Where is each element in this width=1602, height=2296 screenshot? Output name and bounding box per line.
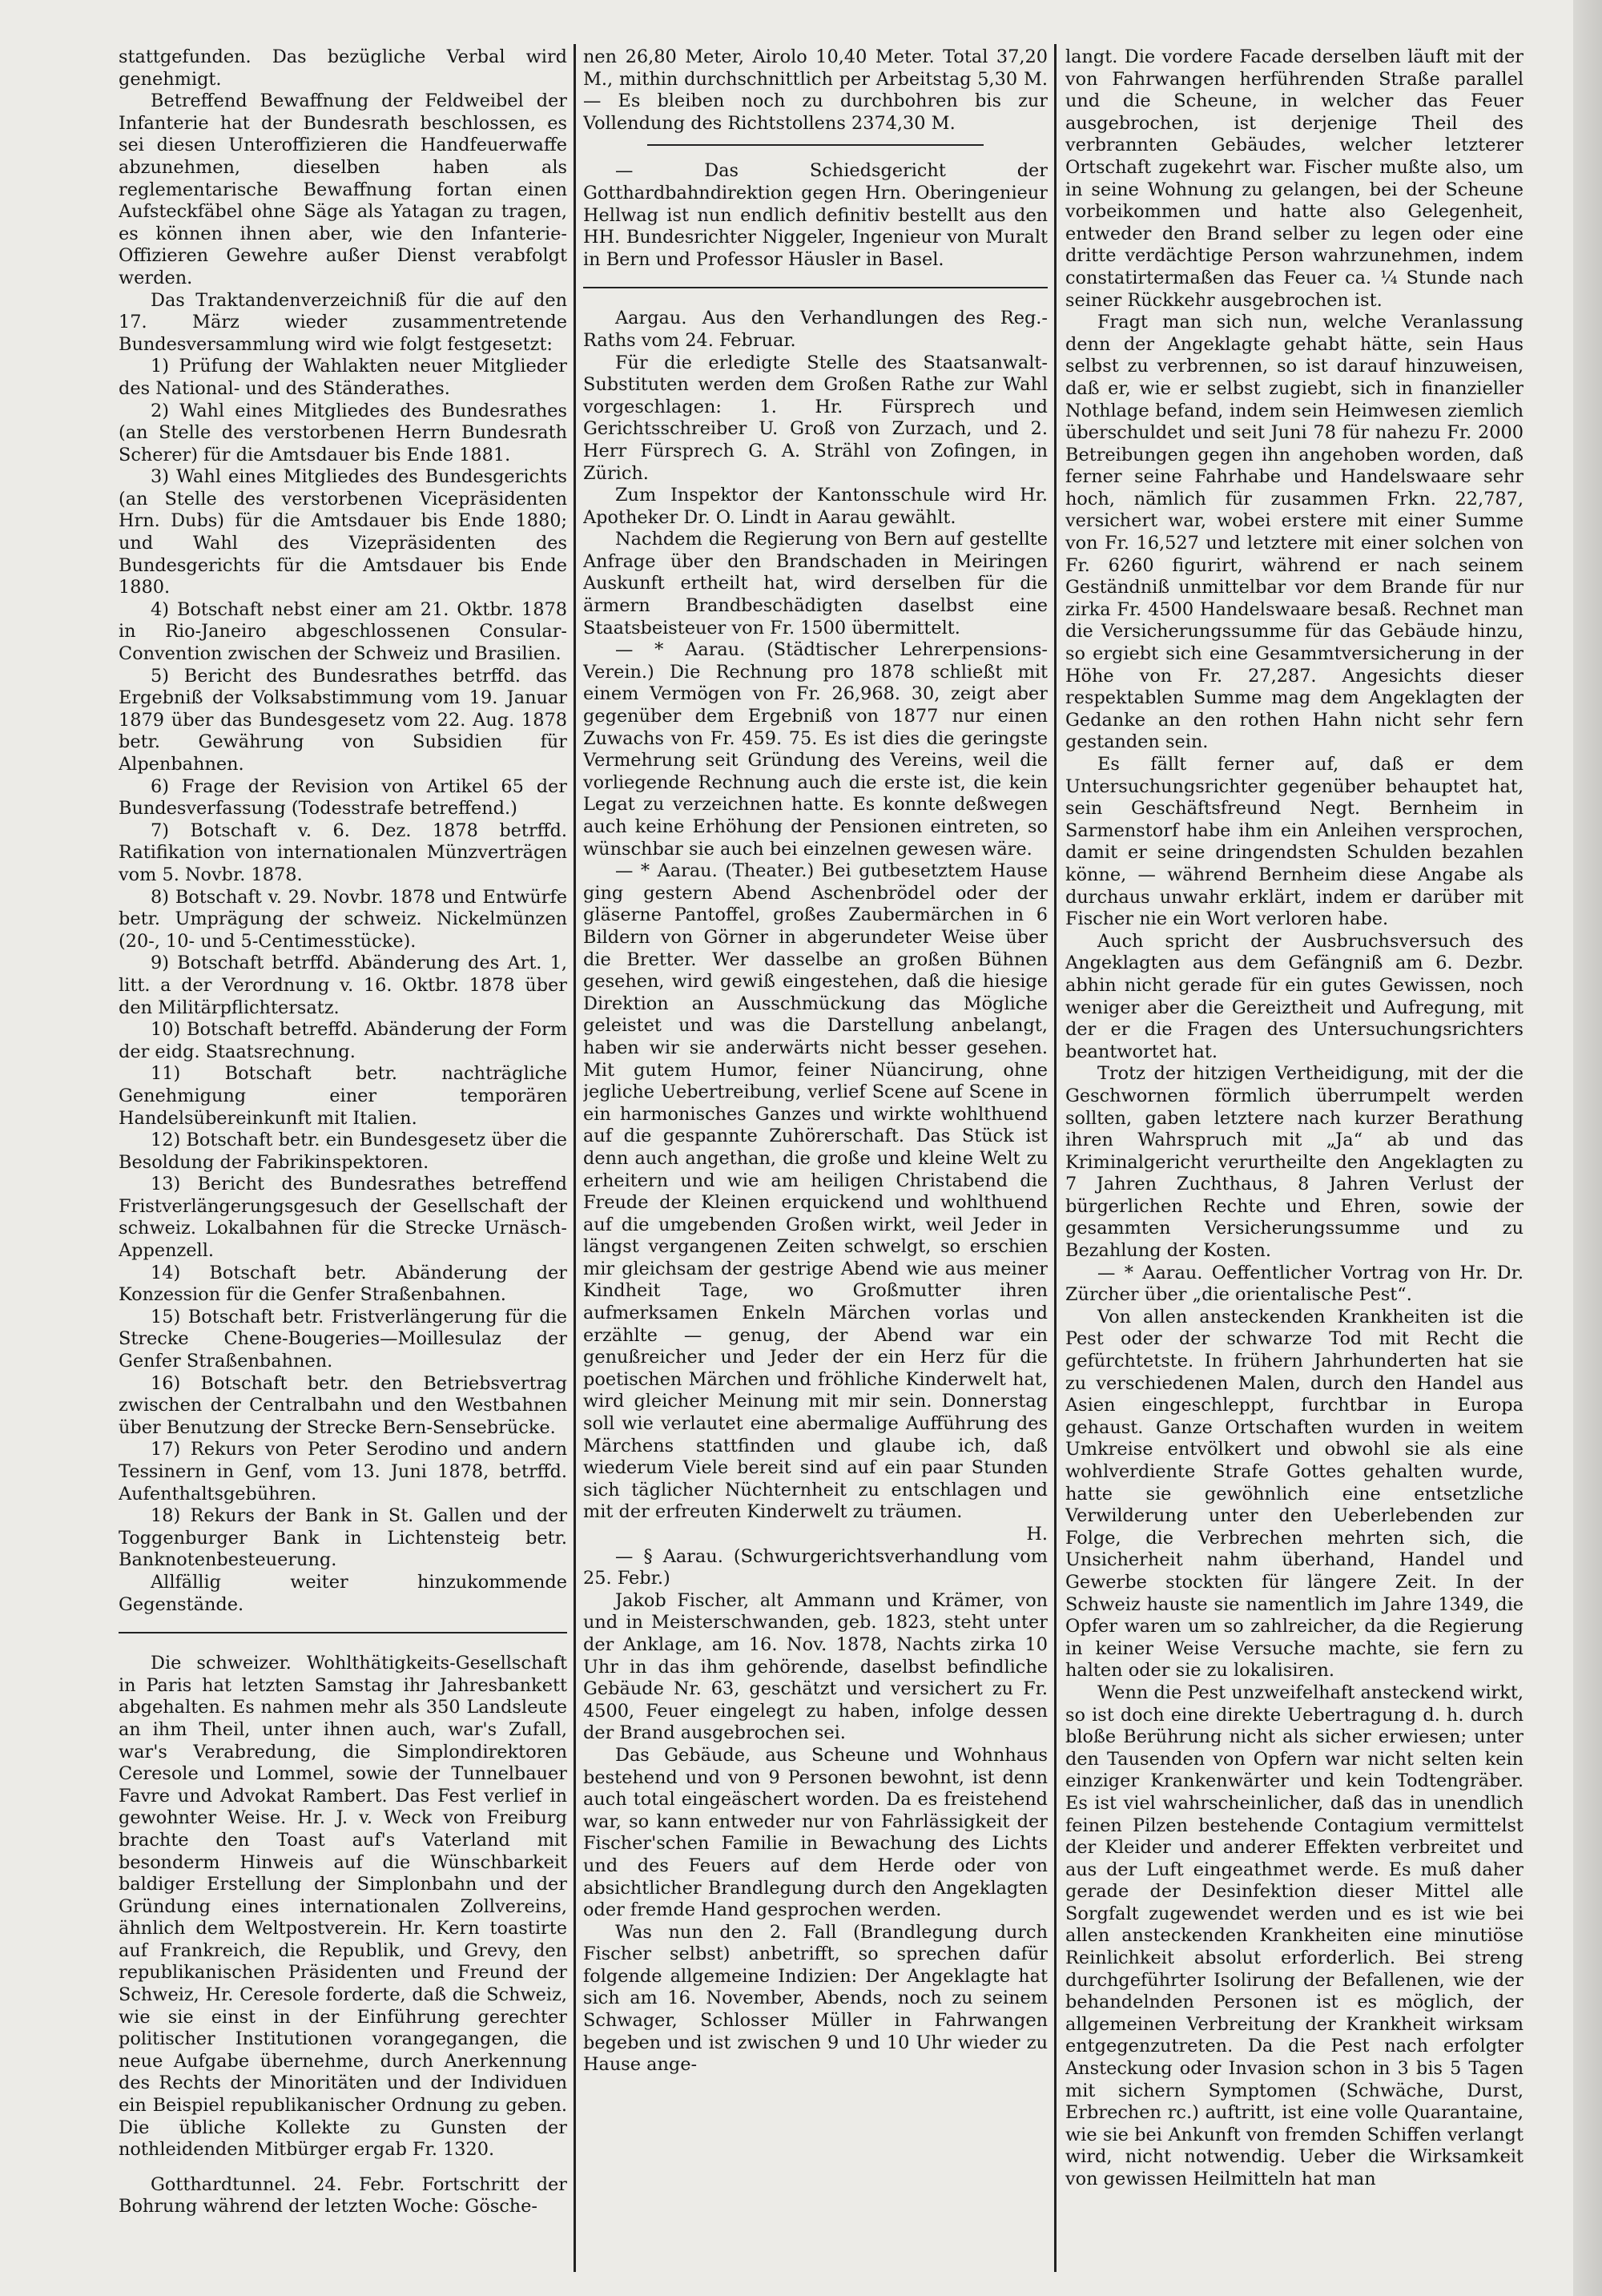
article-paragraph: Für die erledigte Stelle des Staatsanwalt-Substituten werden dem Großen Rathe zur Wahl vorgeschlagen: 1. Hr. Fürsprech und Gerichtsschreiber U. Groß von Zurzach, und 2. Herr Fürsprech G. A. Strähl von Zofingen, in Zürich. — [583, 352, 1048, 484]
article-paragraph: Betreffend Bewaffnung der Feldweibel der Infanterie hat der Bundesrath beschlossen, es sei diesen Unteroffizieren die Handfeuerwaffe abzunehmen, dieselben haben als reglementarische Bewaffnung fortan einen Aufsteckfäbel ohne Säge als Yatagan zu tragen, es können ihnen aber, wie den Infanterie-Offizieren Gewehre außer Dienst verabfolgt werden. — [119, 91, 567, 288]
article-paragraph: H. — [1026, 1524, 1048, 1545]
article-paragraph: Nachdem die Regierung von Bern auf gestellte Anfrage über den Brandschaden in Meiringen Auskunft ertheilt hat, wird derselben für die ärmern Brandbeschädigten daselbst eine Staatsbeisteuer von Fr. 1500 übermittelt. — [583, 529, 1048, 638]
article-paragraph: — * Aarau. (Theater.) Bei gutbesetztem Hause ging gestern Abend Aschenbrödel oder der gläserne Pantoffel, großes Zaubermärchen in 6 Bildern von Görner in abgerundeter Weise über die Bretter. Wer dasselbe an großen Bühnen gesehen, wird gewiß eingestehen, daß die hiesige Direktion an Ausschmückung das Mögliche geleistet und was die Darstellung anbelangt, haben wir sie anderwärts nicht besser gesehen. Mit gutem Humor, feiner Nüancirung, ohne jegliche Uebertreibung, verlief Scene auf Scene in ein harmonisches Ganzes und wirkte wohlthuend auf die gespannte Zuhörerschaft. Das Stück ist denn auch angethan, die große und kleine Welt zu erheitern und wie am heiligen Christabend die Freude der Kleinen erquickend und wohlthuend auf die umgebenden Großen wirkt, weil Jeder in längst vergangenen Zeiten schwelgt, so erschien mir gleichsam der gestrige Abend wie aus meiner Kindheit Tage, wo Großmutter ihren aufmerksamen Enkeln Märchen vorlas und erzählte — genug, der Abend war ein genußreicher und Jeder der ein Herz für die poetischen Märchen und fröhliche Kinderwelt hat, wird gleicher Meinung mit mir sein. Donnerstag soll wie verlautet eine abermalige Aufführung des Märchens stattfinden und glaube ich, daß wiederum Viele bereit sind auf ein paar Stunden sich täglicher Nüchternheit zu entschlagen und mit der erfreuten Kinderwelt zu träumen. — [583, 860, 1048, 1523]
article-paragraph: Jakob Fischer, alt Ammann und Krämer, von und in Meisterschwanden, geb. 1823, steht unter der Anklage, am 16. Nov. 1878, Nachts zirka 10 Uhr in das ihm gehörende, daselbst befindliche Gebäude Nr. 63, geschätzt und versichert zu Fr. 4500, Feuer eingelegt zu haben, infolge dessen der Brand ausgebrochen sei. — [583, 1589, 1048, 1744]
article-paragraph: Das Traktandenverzeichniß für die auf den 17. März wieder zusammentretende Bundesversammlung wird wie folgt festgesetzt: — [119, 289, 567, 355]
article-paragraph: 3) Wahl eines Mitgliedes des Bundesgerichts (an Stelle des verstorbenen Vicepräsidenten Hrn. Dubs) für die Amtsdauer bis Ende 1880; und Wahl des Vizepräsidenten des Bundesgerichts für die Amtsdauer bis Ende 1880. — [119, 466, 567, 598]
article-paragraph: 9) Botschaft betrffd. Abänderung des Art. 1, litt. a der Verordnung v. 16. Oktbr. 1878 über den Militärpflichtersatz. — [119, 953, 567, 1018]
article-paragraph: langt. Die vordere Facade derselben läuft mit der von Fahrwangen herführenden Straße parallel und die Scheune, in welcher das Feuer ausgebrochen, ist derjenige Theil des verbrannten Gebäudes, welcher letzterer Ortschaft zugekehrt war. Fischer mußte also, um in seine Wohnung zu gelangen, bei der Scheune vorbeikommen und hatte also Gelegenheit, entweder den Brand selber zu legen oder eine dritte verdächtige Person wahrzunehmen, indem constatirtermaßen das Feuer ca. ¼ Stunde nach seiner Rückkehr ausgebrochen ist. — [1065, 46, 1524, 311]
section-divider — [647, 144, 984, 146]
article-paragraph: 1) Prüfung der Wahlakten neuer Mitglieder des National- und des Ständerathes. — [119, 356, 567, 399]
article-paragraph: 2) Wahl eines Mitgliedes des Bundesrathes (an Stelle des verstorbenen Herrn Bundesrath Scherer) für die Amtsdauer bis Ende 1881. — [119, 400, 567, 465]
article-paragraph: Gotthardtunnel. 24. Febr. Fortschritt der Bohrung während der letzten Woche: Gösche- — [119, 2173, 567, 2217]
article-paragraph: 11) Botschaft betr. nachträgliche Genehmigung einer temporären Handelsübereinkunft mit Italien. — [119, 1063, 567, 1129]
article-paragraph: 13) Bericht des Bundesrathes betreffend Fristverlängerungsgesuch der Gesellschaft der schweiz. Lokalbahnen für die Strecke Urnäsch-Appenzell. — [119, 1174, 567, 1262]
article-paragraph: Was nun den 2. Fall (Brandlegung durch Fischer selbst) anbetrifft, so sprechen dafür folgende allgemeine Indizien: Der Angeklagte hat sich am 16. November, Abends, noch zu seinem Schwager, Schlosser Müller in Fahrwangen begeben und ist zwischen 9 und 10 Uhr wieder zu Hause ange- — [583, 1921, 1048, 2076]
column-rule-left — [574, 44, 576, 2272]
article-paragraph: 6) Frage der Revision von Artikel 65 der Bundesverfassung (Todesstrafe betreffend.) — [119, 775, 567, 820]
article-paragraph: 15) Botschaft betr. Fristverlängerung für die Strecke Chene-Bougeries—Moillesulaz der Genfer Straßenbahnen. — [119, 1306, 567, 1372]
article-paragraph: — Das Schiedsgericht der Gotthardbahndirektion gegen Hrn. Oberingenieur Hellwag ist nun endlich definitiv bestellt aus den HH. Bundesrichter Niggeler, Ingenieur von Muralt in Bern und Professor Häusler in Basel. — [583, 160, 1048, 270]
article-paragraph: 10) Botschaft betreffd. Abänderung der Form der eidg. Staatsrechnung. — [119, 1019, 567, 1062]
article-paragraph: Aargau. Aus den Verhandlungen des Reg.-Raths vom 24. Februar. — [583, 308, 1048, 351]
article-paragraph: nen 26,80 Meter, Airolo 10,40 Meter. Total 37,20 M., mithin durchschnittlich per Arbeitstag 5,30 M. — Es bleiben noch zu durchbohren bis zur Vollendung des Richtstollens 2374,30 M. — [583, 46, 1048, 134]
article-paragraph: 16) Botschaft betr. den Betriebsvertrag zwischen der Centralbahn und den Westbahnen über Benutzung der Strecke Bern-Sensebrücke. — [119, 1372, 567, 1438]
article-paragraph: Zum Inspektor der Kantonsschule wird Hr. Apotheker Dr. O. Lindt in Aarau gewählt. — [583, 485, 1048, 528]
article-paragraph: Fragt man sich nun, welche Veranlassung denn der Angeklagte gehabt hätte, sein Haus selbst zu verbrennen, so ist darauf hinzuweisen, daß er, wie er selbst zugiebt, sich in finanzieller Nothlage befand, indem sein Heimwesen ziemlich überschuldet und seit Juni 78 für nahezu Fr. 2000 Betreibungen gegen ihn angehoben worden, daß ferner seine Fahrhabe und Handelswaare sehr hoch, nämlich für zusammen Frkn. 22,787, versichert war, wobei erstere mit einer Summe von Fr. 16,527 und letztere mit einer solchen von Fr. 6260 figurirt, während er nach seinem Geständniß unmittelbar vor dem Brande für nur zirka Fr. 4500 Handelswaare besaß. Rechnet man die Versicherungssumme für das Gebäude hinzu, so ergiebt sich eine Gesammtversicherung in der Höhe von Fr. 27,287. Angesichts dieser respektablen Summe mag dem Angeklagten der Gedanke an den rothen Hahn nicht sehr fern gestanden sein. — [1065, 312, 1524, 753]
article-paragraph: 12) Botschaft betr. ein Bundesgesetz über die Besoldung der Fabrikinspektoren. — [119, 1130, 567, 1173]
article-paragraph: 5) Bericht des Bundesrathes betrffd. das Ergebniß der Volksabstimmung vom 19. Januar 1879 über das Bundesgesetz vom 22. Aug. 1878 betr. Gewährung von Subsidien für Alpenbahnen. — [119, 665, 567, 775]
article-paragraph: 8) Botschaft v. 29. Novbr. 1878 und Entwürfe betr. Umprägung der schweiz. Nickelmünzen (20-, 10- und 5-Centimesstücke). — [119, 886, 567, 952]
article-paragraph: 7) Botschaft v. 6. Dez. 1878 betrffd. Ratifikation von internationalen Münzverträgen vom 5. Novbr. 1878. — [119, 820, 567, 885]
article-paragraph: 18) Rekurs der Bank in St. Gallen und der Toggenburger Bank in Lichtensteig betr. Banknotenbesteuerung. — [119, 1505, 567, 1571]
section-divider — [119, 1632, 567, 1633]
section-divider — [583, 287, 1048, 288]
article-paragraph: Das Gebäude, aus Scheune und Wohnhaus bestehend und von 9 Personen bewohnt, ist denn auch total eingeäschert worden. Da es freistehend war, so kann entweder nur von Fahrlässigkeit der Fischer'schen Familie in Bewachung des Lichts und des Feuers auf dem Herde oder von absichtlicher Brandlegung durch den Angeklagten oder fremde Hand gesprochen werden. — [583, 1744, 1048, 1921]
article-paragraph: Die schweizer. Wohlthätigkeits-Gesellschaft in Paris hat letzten Samstag ihr Jahresbankett abgehalten. Es nahmen mehr als 350 Landsleute an ihm Theil, unter ihnen auch, war's Zufall, war's Verabredung, die Simplondirektoren Ceresole und Lommel, sowie der Tunnelbauer Favre und Advokat Rambert. Das Fest verlief in gewohnter Weise. Hr. J. v. Weck von Freiburg brachte den Toast auf's Vaterland mit besonderm Hinweis auf die Wünschbarkeit baldiger Erstellung der Simplonbahn und der Gründung eines internationalen Zollvereins, ähnlich dem Weltpostverein. Hr. Kern toastirte auf Frankreich, die Republik, und Grevy, den republikanischen Präsidenten und Freund der Schweiz, Hr. Ceresole forderte, daß die Schweiz, wie sie einst in der Einführung gerechter politischer Institutionen vorangegangen, die neue Aufgabe übernehme, durch Anerkennung des Rechts der Minoritäten und der Individuen ein Beispiel republikanischer Ordnung zu geben. Die übliche Kollekte zu Gunsten der nothleidenden Mitbürger ergab Fr. 1320. — [119, 1653, 567, 2161]
page-edge — [1573, 0, 1602, 2296]
article-paragraph: — § Aarau. (Schwurgerichtsverhandlung vom 25. Febr.) — [583, 1545, 1048, 1589]
article-paragraph: 17) Rekurs von Peter Serodino und andern Tessinern in Genf, vom 13. Juni 1878, betrffd. Aufenthaltsgebühren. — [119, 1439, 567, 1504]
article-paragraph: 14) Botschaft betr. Abänderung der Konzession für die Genfer Straßenbahnen. — [119, 1262, 567, 1306]
article-paragraph: Auch spricht der Ausbruchsversuch des Angeklagten aus dem Gefängniß am 6. Dezbr. abhin nicht gerade für ein gutes Gewissen, noch weniger aber die Gereiztheit und Aufregung, mit der er die Fragen des Untersuchungsrichters beantwortet hat. — [1065, 930, 1524, 1062]
column-rule-right — [1054, 44, 1057, 2272]
article-paragraph: 4) Botschaft nebst einer am 21. Oktbr. 1878 in Rio-Janeiro abgeschlossenen Consular-Convention zwischen der Schweiz und Brasilien. — [119, 598, 567, 665]
article-paragraph: — * Aarau. (Städtischer Lehrerpensions-Verein.) Die Rechnung pro 1878 schließt mit einem Vermögen von Fr. 26,968. 30, zeigt aber gegenüber dem Ergebniß von 1877 nur einen Zuwachs von Fr. 459. 75. Es ist dies die geringste Vermehrung seit Gründung des Vereins, weil die vorliegende Rechnung auch die erste ist, die kein Legat zu verzeichnen hatte. Es konnte deßwegen auch keine Erhöhung der Pensionen eintreten, so wünschbar sie auch bei einzelnen gewesen wäre. — [583, 639, 1048, 860]
column-3 — [1065, 46, 1524, 2272]
column-1 — [119, 46, 567, 2272]
article-paragraph: Wenn die Pest unzweifelhaft ansteckend wirkt, so ist doch eine direkte Uebertragung d. h. durch bloße Berührung nicht als sicher erwiesen; unter den Tausenden von Opfern war nicht selten kein einziger Krankenwärter und kein Todtengräber. Es ist viel wahrscheinlicher, daß das in unendlich feinen Pilzen bestehende Contagium vermittelst der Kleider und anderer Effekten verbreitet und aus der Luft eingeathmet werde. Es muß daher gerade der Desinfektion dieser Mittel alle Sorgfalt zugewendet werden und es ist wie bei allen ansteckenden Krankheiten eine minutiöse Reinlichkeit absolut erforderlich. Bei streng durchgeführter Isolirung der Befallenen, wie der behandelnden Personen ist es möglich, der allgemeinen Verbreitung der Krankheit wirksam entgegenzutreten. Da die Pest nach erfolgter Ansteckung oder Invasion schon in 3 bis 5 Tagen mit sichern Symptomen (Schwäche, Durst, Erbrechen rc.) auftritt, ist eine volle Quarantaine, wie sie bei Ankunft von fremden Schiffen verlangt wird, nicht notwendig. Ueber die Wirksamkeit von gewissen Heilmitteln hat man — [1065, 1682, 1524, 2189]
article-paragraph: Es fällt ferner auf, daß er dem Untersuchungsrichter gegenüber behauptet hat, sein Geschäftsfreund Negt. Bernheim in Sarmenstorf habe ihm ein Anleihen versprochen, damit er seine dringendsten Schulden bezahlen könne, — während Bernheim diese Angabe als durchaus unwahr erklärt, indem er darüber mit Fischer nie ein Wort verloren habe. — [1065, 754, 1524, 930]
article-paragraph: — * Aarau. Oeffentlicher Vortrag von Hr. Dr. Zürcher über „die orientalische Pest“. — [1065, 1262, 1524, 1306]
article-paragraph: stattgefunden. Das bezügliche Verbal wird genehmigt. — [119, 46, 567, 90]
article-paragraph: Von allen ansteckenden Krankheiten ist die Pest oder der schwarze Tod mit Recht die gefürchtetste. In frühern Jahrhunderten hat sie zu verschiedenen Malen, durch den Handel aus Asien eingeschleppt, furchtbar in Europa gehaust. Ganze Ortschaften wurden in weitem Umkreise entvölkert und obwohl sie als eine wohlverdiente Strafe Gottes gehalten wurde, hatte sie gewöhnlich eine entsetzliche Verwilderung unter den Ueberlebenden zur Folge, die Verbrechen mehrten sich, die Unsicherheit nahm überhand, Handel und Gewerbe stockten für längere Zeit. In der Schweiz hauste sie namentlich im Jahre 1349, die Opfer waren um so zahlreicher, da die Regierung in keiner Weise Versuche machte, sie fern zu halten oder sie zu lokalisiren. — [1065, 1306, 1524, 1682]
column-2 — [583, 46, 1048, 2272]
article-paragraph: Allfällig weiter hinzukommende Gegenstände. — [119, 1571, 567, 1615]
article-paragraph: Trotz der hitzigen Vertheidigung, mit der die Geschwornen förmlich überrumpelt werden sollten, gaben letztere nach kurzer Berathung ihren Wahrspruch mit „Ja“ ab und das Kriminalgericht verurtheilte den Angeklagten zu 7 Jahren Zuchthaus, 8 Jahren Verlust der bürgerlichen Rechte und Ehren, sowie der gesammten Versicherungssumme und zu Bezahlung der Kosten. — [1065, 1063, 1524, 1262]
